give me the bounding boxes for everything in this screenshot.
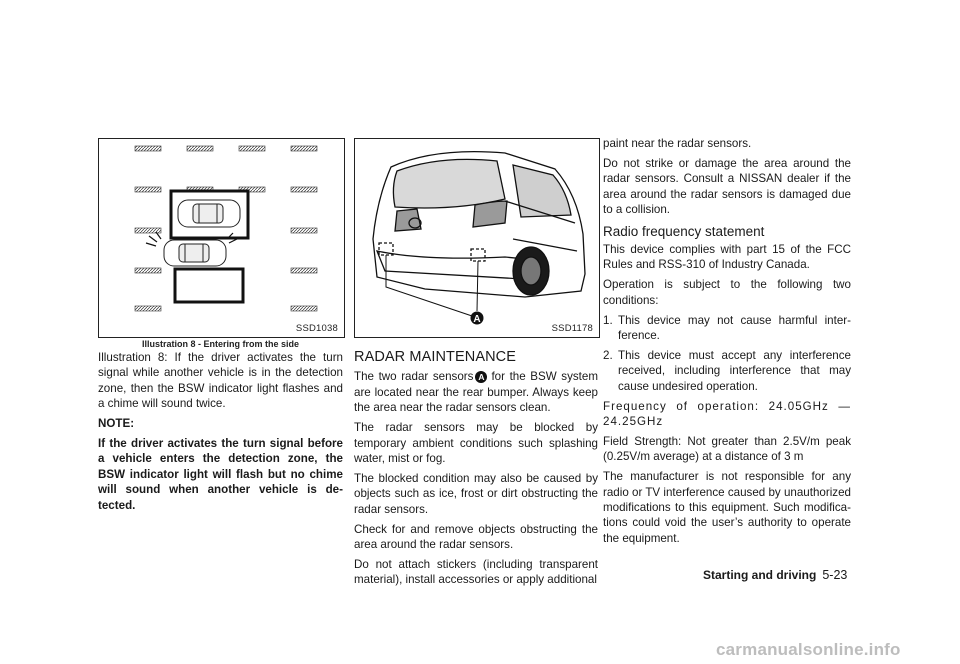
right-column (603, 136, 851, 551)
note-text: If the driver activates the turn signal before a vehicle enters the detection zone, the BSW indicator light will flash but no chime will sound when another vehicle is de-tected. (98, 437, 343, 512)
footer-section-title: Starting and driving (703, 568, 817, 582)
figure-code: SSD1038 (295, 323, 338, 334)
van-rear-illustration (355, 139, 599, 337)
figure-code: SSD1178 (551, 323, 593, 334)
frequency-text: Frequency of operation: 24.05GHz — 24.25GHz (603, 399, 851, 428)
marker-a-icon: A (475, 371, 487, 383)
paragraph: Operation is subject to the following two conditions: (603, 278, 851, 307)
figure-caption: Illustration 8 - Entering from the side (141, 339, 300, 349)
driver-vehicle (164, 240, 226, 266)
page-number: 5-23 (822, 568, 848, 582)
paragraph: The radar sensors may be blocked by temporary ambient conditions such splashing water, mist or fog. (354, 421, 598, 465)
middle-column (354, 340, 598, 592)
page-footer (703, 568, 847, 582)
radar-location-text: The two radar sensors A for the BSW system are located near the rear bumper. Always keep the area near the radar sensors clean. (354, 370, 598, 415)
paragraph: The manufacturer is not responsible for any radio or TV interference caused by unauthorized modifications to this equipment. Such modifica-tions could void the user’s authority to operate the equipment. (603, 470, 851, 545)
radar-sensor-figure (354, 138, 600, 338)
paragraph: Do not strike or damage the area around the radar sensors. Consult a NISSAN dealer if the area around the radar sensors is damaged due to a collision. (603, 156, 851, 217)
illustration-8-text: Illustration 8: If the driver activates the turn signal while another vehicle is in the detection zone, then the BSW indicator light flashes and a chime will sound twice. (98, 351, 343, 411)
illustration-8-figure (98, 138, 345, 338)
paragraph: The blocked condition may also be caused by objects such as ice, frost or dirt obstructing the radar sensors. (354, 471, 598, 516)
field-strength-text: Field Strength: Not greater than 2.5V/m peak (0.25V/m average) at a distance of 3 m (603, 434, 851, 464)
list-item: 2. This device must accept any interference received, including interference that may cause undesired operation. (603, 348, 851, 393)
paragraph: Do not attach stickers (including transparent material), install accessories or apply additional (354, 557, 598, 587)
marker-a-label: A (473, 314, 481, 325)
list-item: 1. This device may not cause harmful inter-ference. (603, 313, 851, 342)
paragraph: Check for and remove objects obstructing the area around the radar sensors. (354, 522, 598, 551)
detection-zone-lower (175, 269, 243, 302)
paragraph: This device complies with part 15 of the FCC Rules and RSS-310 of Industry Canada. (603, 242, 851, 272)
lane-diagram (99, 139, 344, 337)
approaching-vehicle (178, 200, 240, 227)
section-heading: RADAR MAINTENANCE (354, 349, 517, 365)
paragraph: paint near the radar sensors. (603, 137, 752, 150)
subsection-heading: Radio frequency statement (603, 223, 765, 239)
left-column (98, 350, 343, 518)
note-label: NOTE: (98, 417, 135, 431)
watermark: carmanualsonline.info (716, 640, 901, 659)
lane-markings (135, 146, 317, 311)
